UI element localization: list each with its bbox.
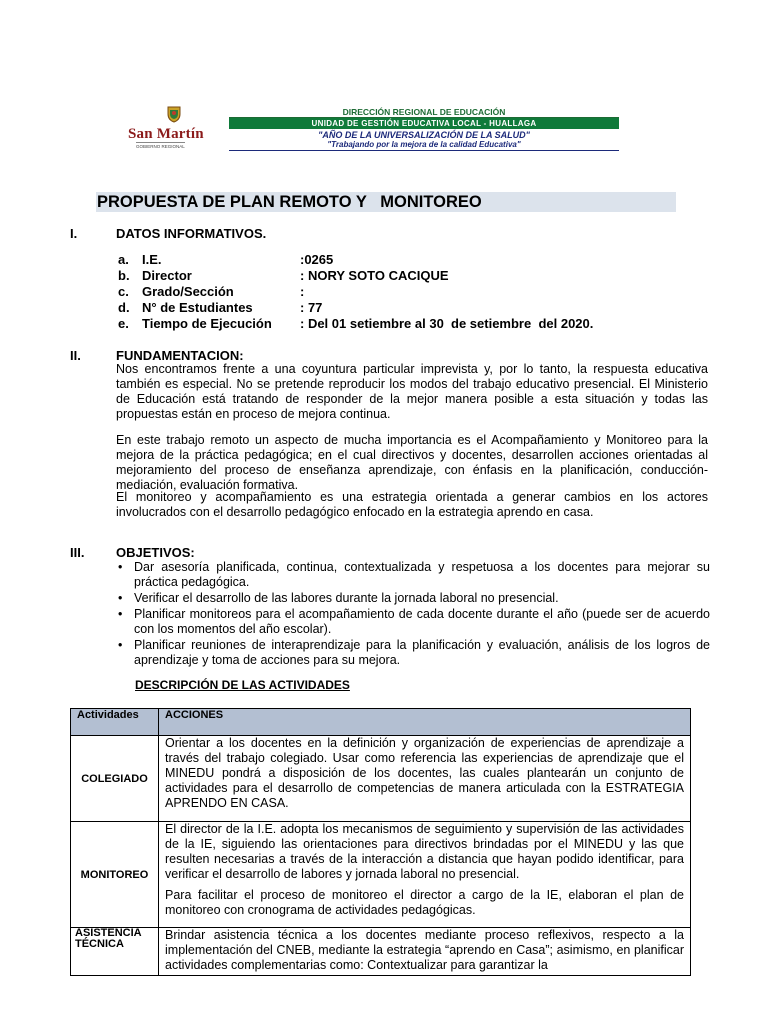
table-header-row [71, 709, 691, 736]
info-label: Tiempo de Ejecución [142, 316, 272, 331]
activity-text [159, 822, 691, 928]
header-band [229, 107, 619, 150]
activity-paragraph: Orientar a los docentes en la definición y organización de experiencias de aprendizaje a través del trabajo colegiado. Usar como referencia las experiencias de aprendizaje que el MINEDU pondrá a disposición de los docentes, las cuales plantearán un conjunto de actividades para el desarrollo de competencias de manera articulada con la ESTRATEGIA APRENDO EN CASA. [165, 736, 684, 810]
activity-paragraph: Para facilitar el proceso de monitoreo el director a cargo de la IE, elaboran el plan de monitoreo con cronograma de actividades pedagógicas. [165, 888, 684, 917]
activity-text [159, 736, 691, 822]
objective-text: Planificar reuniones de interaprendizaje para la planificación y evaluación, análisis de los logros de aprendizaje y toma de acciones para su mejora. [134, 638, 710, 667]
bullet-icon: • [118, 560, 123, 574]
info-label: I.E. [142, 252, 162, 267]
info-row-director [118, 268, 678, 284]
list-item [116, 560, 710, 590]
activity-label: MONITOREO [71, 822, 159, 928]
bullet-icon: • [118, 638, 123, 652]
section-1-number: I. [70, 226, 78, 241]
header-line-4: "Trabajando por la mejora de la calidad Educativa" [229, 140, 619, 151]
section-3-title: OBJETIVOS: [116, 545, 195, 560]
info-label: Grado/Sección [142, 284, 234, 299]
info-value: : Del 01 setiembre al 30 de setiembre del 2020. [300, 316, 594, 331]
activities-title: DESCRIPCIÓN DE LAS ACTIVIDADES [135, 678, 350, 692]
info-letter: c. [118, 284, 129, 299]
logo [124, 104, 224, 152]
list-item [116, 638, 710, 668]
activity-label: COLEGIADO [71, 736, 159, 822]
objectives-list [116, 560, 710, 669]
section-3-number: III. [70, 545, 85, 560]
header-line-3: "AÑO DE LA UNIVERSALIZACIÓN DE LA SALUD" [318, 130, 530, 140]
info-letter: d. [118, 300, 130, 315]
table-row [71, 736, 691, 822]
info-value: : 77 [300, 300, 323, 315]
info-row-ie [118, 252, 678, 268]
objective-text: Dar asesoría planificada, continua, contextualizada y respetuosa a los docentes para mejorar su práctica pedagógica. [134, 560, 710, 589]
info-label: Director [142, 268, 192, 283]
section-2-number: II. [70, 348, 81, 363]
info-row-estudiantes [118, 300, 678, 316]
info-letter: e. [118, 316, 129, 331]
info-letter: a. [118, 252, 129, 267]
info-letter: b. [118, 268, 130, 283]
page-title: PROPUESTA DE PLAN REMOTO Y MONITOREO [97, 193, 482, 211]
table-row [71, 822, 691, 928]
objective-text: Verificar el desarrollo de las labores durante la jornada laboral no presencial. [134, 591, 559, 605]
logo-name: San Martín [128, 126, 204, 142]
info-value: : [300, 284, 305, 299]
column-header-acciones: ACCIONES [159, 709, 691, 736]
section-1-title: DATOS INFORMATIVOS. [116, 226, 267, 241]
activity-label: ASISTENCIA TÉCNICA [71, 928, 159, 976]
objective-text: Planificar monitoreos para el acompañamiento de cada docente durante el año (puede ser de acuerdo con los momentos del año escolar). [134, 607, 710, 636]
info-value: :0265 [300, 252, 334, 267]
fundamentacion-paragraph-2: En este trabajo remoto un aspecto de mucha importancia es el Acompañamiento y Monitoreo para la mejora de la práctica pedagógica; en el cual directivos y docentes, desarrollen acciones orientadas al mejoramiento del proceso de enseñanza aprendizaje, con énfasis en la planificación, conducción-mediación, evaluación formativa. [116, 433, 708, 492]
list-item [116, 591, 710, 606]
activity-text [159, 928, 691, 976]
activity-paragraph: El director de la I.E. adopta los mecanismos de seguimiento y supervisión de las actividades de la IE, siguiendo las orientaciones para directivos brindadas por el MINEDU y las que resulten necesarias a través de la interacción a distancia que hayan podido identificar, para verificar el desarrollo de labores y jornada laboral no presencial. [165, 822, 684, 881]
fundamentacion-paragraph-1: Nos encontramos frente a una coyuntura particular imprevista y, por lo tanto, la respuesta educativa también es especial. No se pretende reproducir los modos del trabajo educativo presencial. El Ministerio de Educación está tratando de responder de la mejor manera posible a esta situación y todas las propuestas están en proceso de mejora continua. [116, 362, 708, 421]
fundamentacion-paragraph-3: El monitoreo y acompañamiento es una estrategia orientada a generar cambios en los actores involucrados con el desarrollo pedagógico enfocado en la estrategia aprendo en casa. [116, 490, 708, 519]
bullet-icon: • [118, 607, 123, 621]
bullet-icon: • [118, 591, 123, 605]
activities-table [70, 708, 691, 976]
info-label: N° de Estudiantes [142, 300, 253, 315]
list-item [116, 607, 710, 637]
coat-of-arms-icon [164, 104, 184, 124]
info-value: : NORY SOTO CACIQUE [300, 268, 449, 283]
table-row [71, 928, 691, 976]
header-line-2: UNIDAD DE GESTIÓN EDUCATIVA LOCAL - HUALLAGA [229, 118, 619, 129]
header-line-1: DIRECCIÓN REGIONAL DE EDUCACIÓN [229, 107, 619, 118]
logo-subtitle: GOBIERNO REGIONAL [136, 144, 185, 149]
activity-paragraph: Brindar asistencia técnica a los docentes mediante proceso reflexivos, respecto a la implementación del CNEB, mediante la estrategia “aprendo en Casa”; asimismo, en planificar actividades complementarias como: Contextualizar para garantizar la [165, 928, 684, 972]
column-header-actividades: Actividades [71, 709, 159, 736]
section-2-title: FUNDAMENTACION: [116, 348, 244, 363]
info-row-grado [118, 284, 678, 300]
info-row-tiempo [118, 316, 678, 332]
